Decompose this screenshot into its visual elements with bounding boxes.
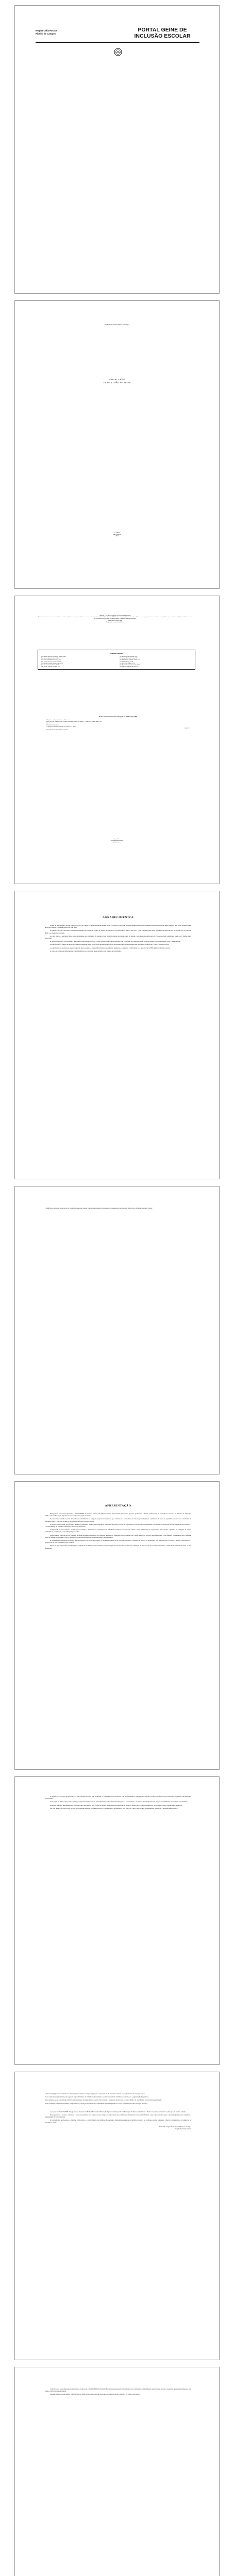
numbered-notes-page — [14, 2072, 220, 2360]
credits-page — [14, 596, 220, 884]
edition-line: 2022 — [115, 535, 119, 537]
cover-divider — [36, 42, 199, 43]
credit-line: Copyright © dos autores e autoras. Todos os direitos reservados. — [99, 615, 131, 616]
paragraph: A organização do portal foi pensada para que o usuário encontre com facilidade os conteúdos de que necessita, com menus intuitivos, linguagem acessível e recursos que favorecem a autonomia de pessoas com diferentes necessidades. — [45, 1795, 191, 1800]
half-title-line: DE INCLUSÃO ESCOLAR — [103, 381, 131, 384]
board-member: Dra. Keila Andrade Haiashida, UFC — [120, 656, 138, 657]
board-member: Dr. Cícero Nilton Moreira da Silva, UFC — [41, 659, 62, 661]
paragraph: Ao meu esposo e aos meus filhos, pela compreensão nos momentos de ausência, pela paciência diante das longas horas de estudo e pelo apoio incondicional em cada etapa desta caminhada. Vocês são a minha maior motivação. — [45, 935, 191, 940]
board-member: Dr. Luciano Moreira de Castro, UFC — [120, 657, 138, 659]
half-title-line: PORTAL GEINE — [109, 378, 125, 381]
editorial-board-title: Conselho Editorial — [110, 652, 123, 654]
paragraph: Aos professores e colegas do Programa de Pós-Graduação, pelas trocas, pelos debates e pelo convívio enriquecedor, que ampliaram meu olhar sobre a educação e sobre a inclusão escolar. — [50, 943, 170, 946]
presentation-continued-body — [45, 1795, 191, 1810]
credit-line: Normalização: Editora Quipá — [107, 619, 123, 621]
signature-name: Profa. Ma. Regina Celia Passos Ribeiro de Campos — [159, 2125, 191, 2128]
acknowledgements-title: AGRADECIMENTOS — [102, 916, 134, 919]
board-member: Dra. Simone Guimarães da Silva, UFC — [120, 666, 139, 668]
publisher-line: Quipá Editora — [113, 838, 121, 840]
cover-author-line: Ribeiro de Campos — [36, 32, 56, 35]
presentation-title: APRESENTAÇÃO — [105, 1504, 131, 1507]
cover-page — [14, 5, 220, 294]
catalog-line: ISBN 978-65-5376-000-0 — [46, 724, 59, 726]
catalog-card — [46, 716, 190, 731]
publisher-line: www.quipaeditora.com.br — [110, 840, 124, 842]
numbered-item: 4. Os conteúdos podem ser livremente compartilhados, desde que citada a fonte, contribuindo para a ampliação do acesso à informação sobre educação inclusiva. — [45, 2102, 148, 2105]
closing-body — [45, 2388, 191, 2397]
paragraph: Compreende-se que a inclusão escolar não se restringe à matrícula dos estudantes com deficiência, transtornos do espectro autista e altas habilidades ou superdotação, mas envolve a garantia de condições de acesso, permanência, participação e aprendizagem para todos. — [45, 1529, 191, 1533]
cover-authors — [36, 29, 82, 35]
epigraph-body — [45, 1207, 191, 1210]
board-member: Dra. Elizângela Neres de Oliveira, IFCE — [41, 660, 61, 663]
board-member: Dra. Maria Elisa Cavalcante Araújo, UFC — [120, 659, 141, 661]
paragraph: Convido todos os profissionais da educação a conhecerem o Portal GEINE de Inclusão Escolar e a participarem ativamente de sua construção, compartilhando experiências, dúvidas e sugestões que possam enriquecer este espaço coletivo de aprendizagem. — [45, 2388, 191, 2393]
paragraph: Cada seção foi elaborada a partir do diálogo com profissionais da rede, que indicaram os temas mais relevantes para o seu cotidiano e as dúvidas mais frequentes em relação ao atendimento educacional especializado. — [50, 1801, 188, 1803]
paragraph: A todos que, direta ou indiretamente, contribuíram para a realização deste trabalho, meu sincero agradecimento. — [50, 950, 122, 952]
publisher-seal-icon — [114, 48, 122, 56]
catalog-line: CDD 371.9 — [184, 727, 190, 730]
numbered-notes-body — [45, 2093, 191, 2130]
edition-line: Quipá Editora — [113, 533, 121, 535]
epigraph-quote: “A diferença não é um problema a ser resolvido, mas uma riqueza a ser compreendida e valorizada no cotidiano da escola, onde todos têm o direito de aprender juntos.” — [45, 1207, 154, 1209]
catalog-line: 1. Educação inclusiva. 2. Formação de professores. I. Título. — [46, 725, 76, 727]
half-title-page — [14, 300, 220, 589]
acknowledgements-body — [45, 916, 191, 953]
numbered-item: 2. As orientações aqui reunidas não esgotam as possibilidades de trabalho com a inclusão escolar, mas indicam caminhos possíveis para a organização das práticas. — [45, 2096, 149, 2098]
catalog-line: 76 p. : il. — [46, 722, 51, 724]
board-column-right — [120, 656, 192, 667]
board-member: Dra. Joseane Sousa de Carvalho, UFC — [41, 666, 60, 668]
paragraph: O material está organizado em seções que apresentam o percurso da pesquisa, os fundamentos teóricos da educação inclusiva, a estrutura do portal e as orientações para sua utilização, de modo a facilitar a navegação e a apropriação de seus conteúdos pelos usuários. — [45, 1539, 191, 1544]
board-member: Dra. Antonia Bruna da Silva, UFPI — [41, 657, 59, 659]
edition-line: 1ª Edição — [114, 532, 120, 533]
signature-role: Pesquisadora Responsável — [175, 2127, 191, 2130]
paragraph: Aos profissionais da educação que participaram desta pesquisa e compartilharam suas experiências, angústias e conquistas, contribuindo para que o Portal GEINE ganhasse forma e sentido. — [50, 946, 171, 949]
paragraph: Espera-se que este produto contribua para a ampliação do debate sobre a inclusão escolar e inspire novas iniciativas voltadas à construção de uma escola que reconheça e valorize a diversidade humana em todas as suas dimensões. — [45, 1545, 191, 1549]
paragraph: O portal foi concebido a partir das demandas identificadas ao longo da pesquisa de mestrado, que evidenciou a necessidade de um espaço de formação continuada, de troca de experiências e de acesso a materiais de referência sobre a educação inclusiva, organizados de forma clara e acessível. — [45, 1518, 191, 1522]
presentation-page — [14, 1481, 220, 1770]
numbered-item: 3. Recomenda-se que o portal seja utilizado em momentos de planejamento coletivo, favorecendo a troca entre professores da sala comum e do atendimento educacional especializado. — [45, 2099, 162, 2102]
paragraph: A formação dos profissionais, o trabalho colaborativo e o envolvimento das famílias são elementos fundamentais para que a inclusão se efetive no cotidiano escolar, superando a lógica da integração e da adaptação do estudante à escola. — [45, 2119, 191, 2124]
paragraph: À minha orientadora, pela confiança depositada, pela orientação segura e pelas valiosas contribuições durante todo o processo de construção deste trabalho, sempre com generosidade, rigor e sensibilidade. — [50, 940, 180, 943]
presentation-continued-page — [14, 1776, 220, 2065]
paragraph: Nesse percurso, a escola é convidada a rever suas práticas, seus espaços e seus tempos, reconhecendo que as diferenças fazem parte da condição humana e que o processo de ensino e aprendizagem precisa considerar a singularidade de cada estudante. — [45, 2114, 191, 2119]
publisher-block — [15, 838, 219, 843]
paragraph: Aos meus pais, que com amor, dedicação e exemplo me ensinaram o valor do estudo, do respeito e da perseverança. Tudo o que sou e o que conquistei tem raízes profundas na educação que recebi em casa, no cuidado diário e no incentivo constante. — [45, 929, 191, 934]
board-member: Me. Adriano Monteiro de Oliveira, Quipá Editora — [41, 656, 66, 657]
cover-author-line: Regina Celia Passos — [36, 29, 58, 32]
epigraph-page — [14, 1186, 220, 1475]
signature-block — [45, 2126, 191, 2130]
cover-title: PORTAL GEINE DE INCLUSÃO ESCOLAR — [134, 27, 191, 39]
credits-block — [38, 615, 192, 623]
credit-line: Diagramação e capa: Quipá Editora — [106, 621, 124, 623]
catalog-line: Portal GEINE de inclusão escolar / Regina Celia Passos Ribeiro de Campos. — Iguatu, CE : Quipá Editora, 2022. — [46, 721, 103, 723]
paragraph: Acima de tudo, a Deus, que me concedeu a graça de chegar até aqui, renovando minhas forças a cada dia e colocando em meu caminho pessoas que tornaram possível a realização deste trabalho. Sem a Sua presença, nada disso teria sentido e nenhum passo teria sido dado. — [45, 924, 191, 929]
credit-line: Esta obra é publicada em acesso aberto. O conteúdo dos capítulos, os dados apresentados, bem como a revisão ortográfica e gramatical são de responsabilidade de seus autores, detentores de todos os Direitos Autorais, que permitem o download e o compartilhamento, com a devida atribuição de crédito, mas sem que seja possível alterar a obra, de nenhuma forma, ou utilizá-la para fins comerciais. — [38, 616, 192, 620]
half-title-heading — [15, 378, 219, 384]
half-title-author: Regina Celia Passos Ribeiro de Campos — [104, 324, 130, 326]
paragraph: Este produto educacional apresenta o Portal GEINE de Inclusão Escolar, um ambiente virtual desenvolvido para apoiar gestores, professores e demais profissionais da educação no processo de inclusão de estudantes público-alvo da Educação Especial nas escolas da rede regular de ensino. — [45, 1513, 191, 1517]
board-member: Dr. Paulo César Geglio, UFPB — [120, 662, 135, 664]
paragraph: Por fim, destaca-se que o Portal GEINE não pretende substituir a formação inicial e continuada dos profissionais, mas somar-se a elas como recurso complementar, disponível a qualquer tempo e lugar. — [50, 1807, 178, 1809]
paragraph: Nesse sentido, o Portal GEINE pretende ser uma ferramenta dinâmica, em constante atualização, construída coletivamente com a participação das escolas, dos profissionais e das famílias, contribuindo para a reflexão sobre as práticas pedagógicas e para a superação de barreiras atitudinais, comunicacionais e arquitetônicas. — [45, 1534, 191, 1538]
editorial-board-box — [38, 650, 195, 670]
board-column-left — [41, 656, 113, 667]
paragraph: A proposta busca reunir, em um único ambiente, legislação, orientações pedagógicas, sugestões de práticas, relatos de experiências e recursos de acessibilidade, favorecendo a construção de uma cultura escolar inclusiva e o fortalecimento do trabalho colaborativo entre os profissionais. — [45, 1523, 191, 1528]
board-member: Dr. Francisco Ricardo Miranda Pinto, UECE — [41, 662, 63, 664]
edition-block — [15, 532, 219, 537]
publisher-line: @quipaeditora — [113, 841, 121, 843]
closing-page — [14, 2367, 220, 2576]
catalog-line: C198p Campos, Regina Celia Passos Ribeiro de — [46, 719, 70, 721]
paragraph: Que este material possa inspirar práticas cada vez mais inclusivas e contribuir para que a escola seja, de fato, um lugar de todos e para todos. — [50, 2393, 140, 2396]
paragraph: Além dos materiais disponibilizados, o portal conta com espaços para o envio de relatos de experiências, sugestões de leitura e contato com a equipe responsável, fortalecendo a rede de apoio entre as escolas. — [50, 1804, 182, 1806]
catalog-line: Obra publicada pela Quipá Editora em 2022. — [46, 729, 68, 731]
paragraph: A proposta do Portal GEINE dialoga com as diretrizes da Política Nacional de Educação Especial na Perspectiva da Educação Inclusiva, reafirmando o direito de todos os estudantes à educação em escolas comuns. — [50, 2110, 187, 2113]
board-member: Dra. Germana Costa Paixão, UECE — [41, 664, 59, 666]
catalog-heading: Dados Internacionais de Catalogação na Publicação (CIP) — [98, 716, 138, 718]
numbered-item: 1. Este material procura sistematizar as informações reunidas ao longo da pesquisa e apresentá-las de maneira acessível aos profissionais da educação básica. — [45, 2093, 145, 2095]
acknowledgements-page — [14, 891, 220, 1179]
board-member: Dra. Mônica Rangel, UFRJ — [120, 660, 133, 663]
board-member: Dra. Rosana Ressurreição Aranha, UECE — [120, 664, 140, 666]
presentation-body — [45, 1504, 191, 1550]
